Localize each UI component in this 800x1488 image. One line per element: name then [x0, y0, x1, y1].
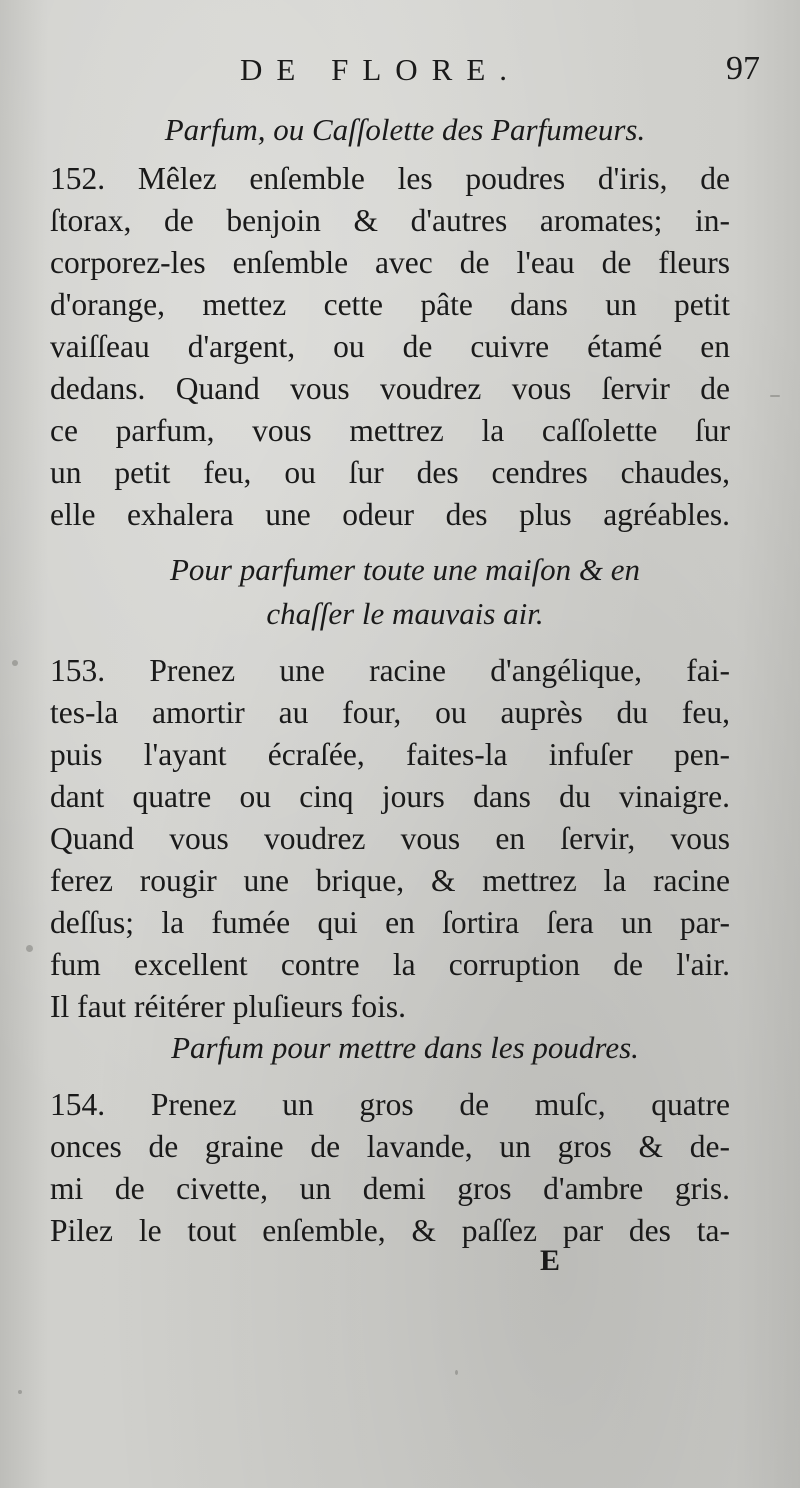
- text-line: 154. Prenez un gros de muſc, quatre: [50, 1087, 730, 1122]
- section-heading: Parfum, ou Caſſolette des Parfumeurs.: [164, 112, 646, 147]
- paragraph-152: [50, 158, 730, 536]
- text-line: d'orange, mettez cette pâte dans un petit: [50, 287, 730, 322]
- text-line: ce parfum, vous mettrez la caſſolette ſur: [50, 413, 730, 448]
- text-line: puis l'ayant écraſée, faites-la infuſer pen-: [50, 737, 730, 772]
- paragraph-154: [50, 1084, 730, 1252]
- text-line: 153. Prenez une racine d'angélique, fai-: [50, 653, 730, 688]
- paper-speck: [770, 395, 780, 397]
- text-line: onces de graine de lavande, un gros & de-: [50, 1129, 730, 1164]
- page-number: 97: [726, 50, 760, 87]
- text-line: tes-la amortir au four, ou auprès du feu,: [50, 695, 730, 730]
- page-header: [240, 52, 760, 96]
- paper-speck: [12, 660, 18, 666]
- text-line: deſſus; la fumée qui en ſortira ſera un par-: [50, 905, 730, 940]
- text-line: 152. Mêlez enſemble les poudres d'iris, de: [50, 161, 730, 196]
- text-line: vaiſſeau d'argent, ou de cuivre étamé en: [50, 329, 730, 364]
- text-line: dant quatre ou cinq jours dans du vinaigre.: [50, 779, 730, 814]
- text-line: un petit feu, ou ſur des cendres chaudes,: [50, 455, 730, 490]
- text-line: Il faut réitérer pluſieurs fois.: [50, 989, 406, 1024]
- text-line: fum excellent contre la corruption de l'air.: [50, 947, 730, 982]
- paper-speck: [26, 945, 33, 952]
- section-heading-continued: chaſſer le mauvais air.: [266, 596, 544, 631]
- text-line: corporez-les enſemble avec de l'eau de fleurs: [50, 245, 730, 280]
- section-heading: Pour parfumer toute une maiſon & en: [169, 552, 641, 587]
- text-line: elle exhalera une odeur des plus agréables.: [50, 497, 730, 532]
- signature-mark: E: [540, 1244, 561, 1277]
- paragraph-153: [50, 650, 730, 1028]
- section-heading: Parfum pour mettre dans les poudres.: [171, 1030, 639, 1065]
- running-title: DE FLORE.: [240, 52, 521, 87]
- paper-speck: [455, 1370, 458, 1375]
- text-line: ſtorax, de benjoin & d'autres aromates; in-: [50, 203, 730, 238]
- text-line: ferez rougir une brique, & mettrez la racine: [50, 863, 730, 898]
- text-line: mi de civette, un demi gros d'ambre gris.: [50, 1171, 730, 1206]
- text-line: dedans. Quand vous voudrez vous ſervir de: [50, 371, 730, 406]
- paper-speck: [18, 1390, 22, 1394]
- text-line: Pilez le tout enſemble, & paſſez par des ta-: [50, 1213, 730, 1248]
- text-line: Quand vous voudrez vous en ſervir, vous: [50, 821, 730, 856]
